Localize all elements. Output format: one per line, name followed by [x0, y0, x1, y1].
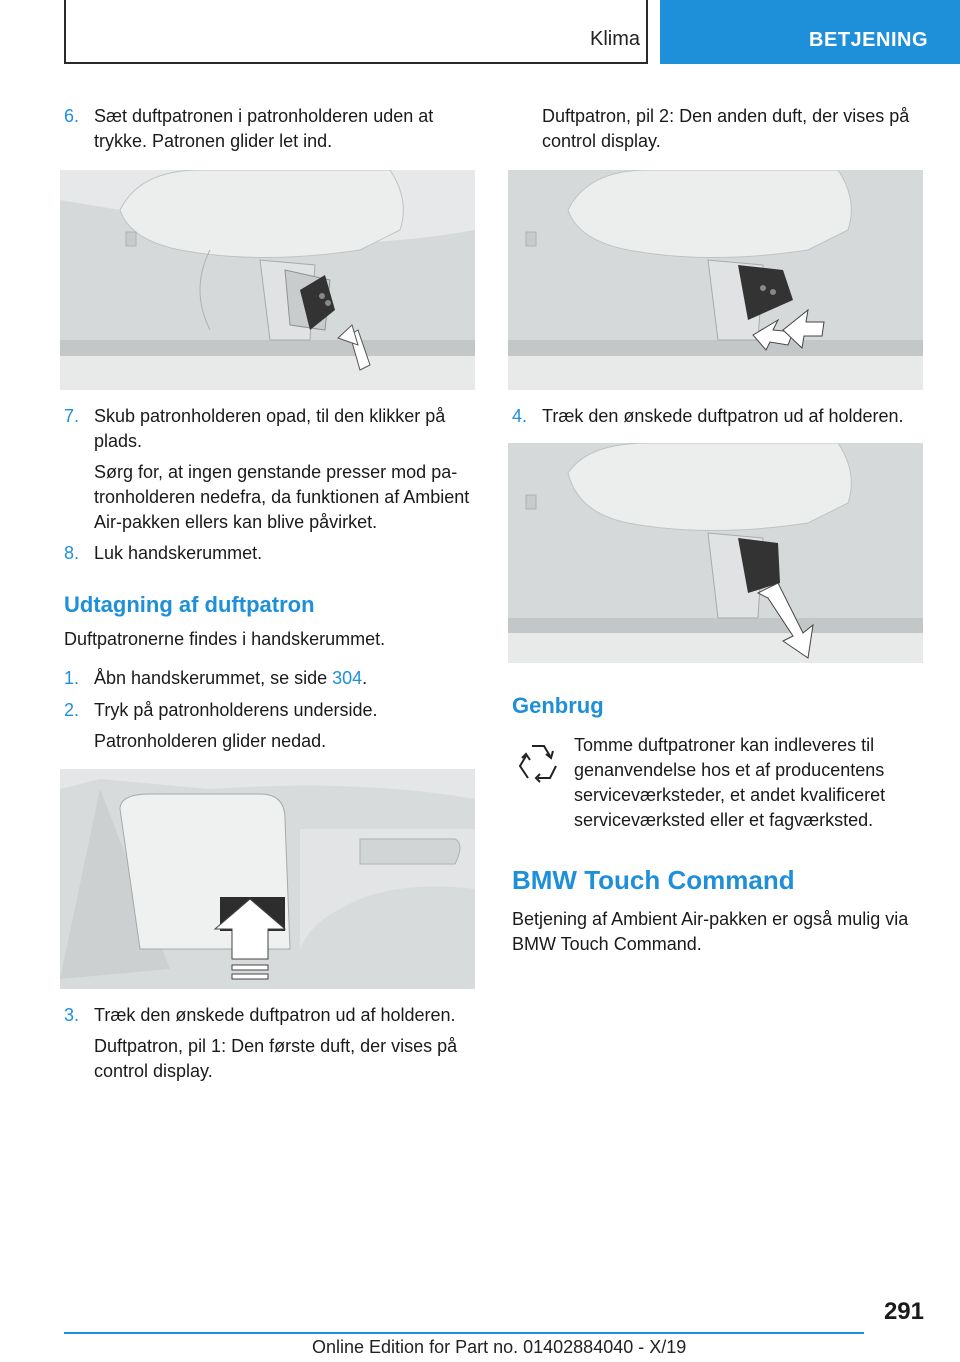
step-number: 6. [64, 106, 80, 126]
step-number: 4. [512, 406, 528, 426]
header-frame [64, 0, 648, 64]
removal-heading: Udtagning af duftpatron [64, 592, 315, 617]
photo-cartridge-pull [508, 443, 923, 663]
step-text: Tryk på patronholderens underside. [94, 700, 378, 720]
photo-cartridge-insert [60, 170, 475, 390]
touch-heading: BMW Touch Command [512, 865, 795, 895]
step-number: 1. [64, 668, 80, 688]
header-section: Klima [589, 28, 640, 50]
page-link[interactable]: 304 [332, 668, 363, 688]
step-7-note: Sørg for, at ingen genstande presser mod patronholderen nedefra, da funktionen af Ambient Air-pakken ellers kan blive påvirket. [94, 462, 470, 532]
removal-step-1 [64, 666, 479, 691]
removal-step-4 [512, 404, 927, 429]
step-number: 3. [64, 1005, 80, 1025]
recycling-text: Tomme duftpatroner kan indleveres til genanvendelse hos et af producentens serviceværksteder, et andet kvalificeret serviceværksted eller et fagværksted. [574, 735, 886, 830]
touch-text: Betjening af Ambient Air-pakken er også mulig via BMW Touch Command. [512, 909, 909, 954]
removal-step-2 [64, 698, 479, 723]
step-text: Åbn handskerummet, se side 304. [94, 668, 368, 688]
step-number: 2. [64, 700, 80, 720]
removal-intro: Duftpatronerne findes i handskerummet. [64, 629, 386, 649]
step-text: Træk den ønskede duftpatron ud af holderen. [542, 406, 904, 426]
page-number: 291 [883, 1298, 924, 1325]
footer-rule [64, 1332, 864, 1334]
footer-edition: Online Edition for Part no. 01402884040 - X/19 [312, 1337, 687, 1357]
step-text: Luk handskerummet. [94, 543, 263, 563]
step-7 [64, 404, 479, 454]
step-text: Sæt duftpatronen i patronholderen uden at trykke. Patronen glider let ind. [94, 106, 434, 151]
photo-cartridge-arrows [508, 170, 923, 390]
header-chapter: BETJENING [660, 0, 960, 64]
step-number: 7. [64, 406, 80, 426]
recycling-heading: Genbrug [512, 693, 604, 718]
step-text: Skub patronholderen opad, til den klikker på plads. [94, 406, 446, 451]
step-8 [64, 541, 479, 566]
step-text: Træk den ønskede duftpatron ud af holderen. [94, 1005, 456, 1025]
recycling-text-block [512, 733, 927, 833]
step-6 [64, 104, 479, 154]
photo-holder-push [60, 769, 475, 989]
step-3-note: Duftpatron, pil 1: Den første duft, der vises på control display. [94, 1036, 458, 1081]
step-number: 8. [64, 543, 80, 563]
step-2-note: Patronholderen glider nedad. [94, 731, 327, 751]
arrow-2-note: Duftpatron, pil 2: Den anden duft, der vises på control display. [542, 106, 910, 151]
removal-step-3 [64, 1003, 479, 1028]
